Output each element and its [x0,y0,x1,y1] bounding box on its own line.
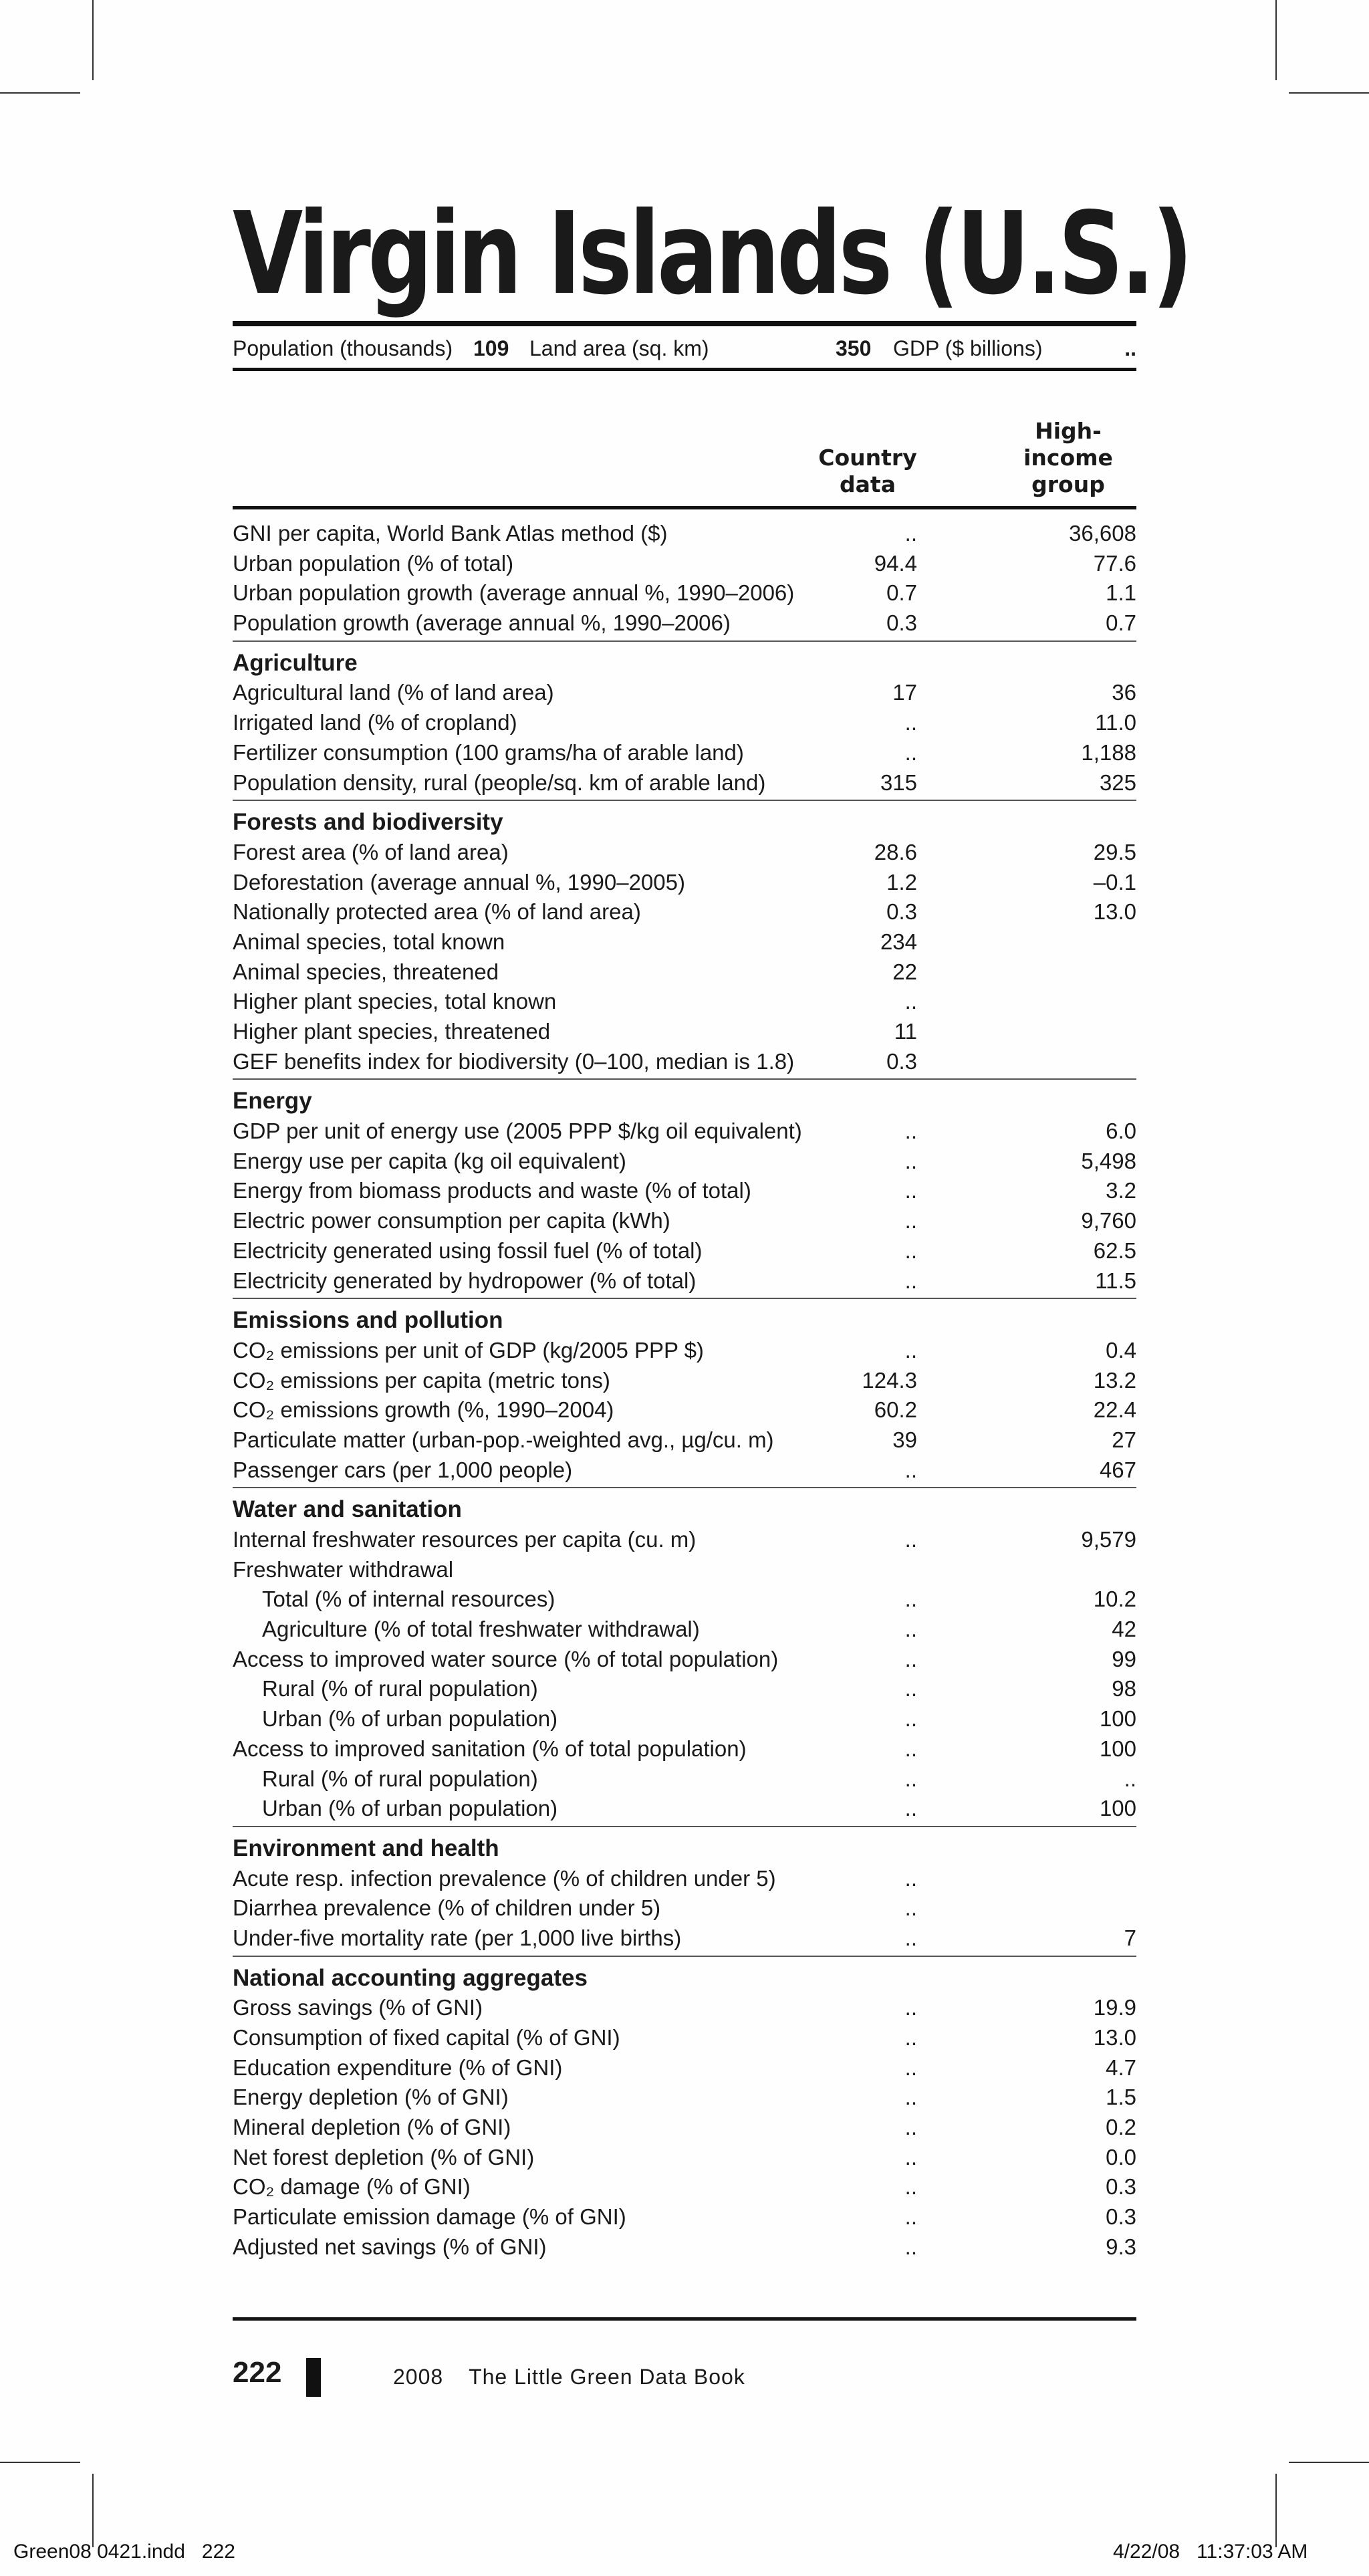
crop-mark [0,92,80,94]
table-row [233,1047,1136,1077]
table-row [233,2232,1136,2262]
country-value: 94.4 [874,550,917,576]
country-value: .. [904,1337,917,1363]
crop-mark [1289,92,1369,94]
group-value: 4.7 [1106,2055,1136,2080]
crop-mark [92,0,94,80]
country-value: 315 [880,770,917,795]
group-value: 98 [1112,1676,1136,1702]
group-value: 0.2 [1106,2115,1136,2140]
table-row [233,1117,1136,1147]
table-row [233,987,1136,1017]
table-row [233,519,1136,549]
country-value: .. [904,2174,917,2200]
row-label: Energy depletion (% of GNI) [233,2085,509,2110]
table-row [233,1585,1136,1615]
row-label: Access to improved sanitation (% of total population) [233,1736,747,1761]
country-value: .. [904,1676,917,1702]
row-label: CO₂ emissions per unit of GDP (kg/2005 PPP $) [233,1337,704,1363]
row-label: Deforestation (average annual %, 1990–2005) [233,869,685,895]
group-value: 0.4 [1106,1337,1136,1363]
country-value: .. [904,1268,917,1293]
country-value: .. [904,2055,917,2080]
section-heading: National accounting aggregates [233,1964,588,1991]
footer-title [393,2365,745,2389]
country-value: .. [904,1925,917,1950]
table-row [233,1266,1136,1296]
land-area-value: 350 [836,336,872,360]
column-header-group-line: group [1031,471,1105,497]
table-row [233,578,1136,608]
group-value: 325 [1099,770,1136,795]
country-value: .. [904,1527,917,1552]
group-value: 5,498 [1081,1148,1136,1173]
group-value: 1.5 [1106,2085,1136,2110]
row-label: Nationally protected area (% of land area) [233,899,641,925]
land-area-label: Land area (sq. km) [529,336,709,360]
country-value: .. [904,1865,917,1891]
row-label: Passenger cars (per 1,000 people) [233,1457,573,1482]
table-row [233,1336,1136,1366]
table-row [233,2053,1136,2083]
table-row [233,708,1136,738]
group-value: 1,188 [1081,739,1136,765]
group-value: 3.2 [1106,1178,1136,1203]
group-value: 0.7 [1106,610,1136,636]
country-value: .. [904,521,917,546]
country-value: .. [904,1646,917,1671]
section-divider [233,1487,1136,1488]
country-value: .. [904,1119,917,1144]
group-value: 36,608 [1069,521,1136,546]
country-value: .. [904,2085,917,2110]
row-label: Education expenditure (% of GNI) [233,2055,563,2080]
crop-mark [1289,2462,1369,2463]
page-number-bar [306,2358,321,2397]
row-label: Under-five mortality rate (per 1,000 live births) [233,1925,682,1950]
table-row [233,1764,1136,1794]
row-label: Urban (% of urban population) [262,1706,558,1732]
section-divider [233,640,1136,642]
country-value: 17 [892,680,917,705]
row-label: Agricultural land (% of land area) [233,680,554,705]
country-value: .. [904,739,917,765]
row-label: Mineral depletion (% of GNI) [233,2115,511,2140]
row-label: Energy from biomass products and waste (% of total) [233,1178,751,1203]
group-value: 99 [1112,1646,1136,1671]
table-row [233,1794,1136,1824]
group-value: 29.5 [1093,839,1136,864]
group-value: 9,760 [1081,1208,1136,1234]
slug-right: 4/22/08 11:37:03 AM [1113,2541,1308,2563]
table-row [233,1864,1136,1894]
population-label: Population (thousands) [233,336,453,360]
country-value: .. [904,1736,917,1761]
group-value: 11.0 [1095,710,1136,735]
row-label: CO₂ damage (% of GNI) [233,2174,471,2200]
group-value: 9.3 [1106,2234,1136,2259]
row-label: Rural (% of rural population) [262,1766,538,1791]
group-value: 11.5 [1095,1268,1136,1293]
table-row [233,838,1136,868]
indicator-table [233,519,1136,2262]
row-label: Total (% of internal resources) [262,1587,555,1612]
table-row [233,2172,1136,2202]
table-row [233,678,1136,708]
row-label: Freshwater withdrawal [233,1556,454,1582]
section-heading: Environment and health [233,1835,499,1861]
country-value: .. [904,1178,917,1203]
table-row [233,1674,1136,1704]
group-value: 100 [1099,1736,1136,1761]
row-label: Animal species, total known [233,929,505,954]
country-value: .. [904,2115,917,2140]
row-label: Agriculture (% of total freshwater withdrawal) [262,1617,700,1642]
table-row [233,608,1136,638]
table-bottom-rule [233,2317,1136,2321]
table-row [233,1555,1136,1585]
table-row [233,1236,1136,1266]
header-rule [233,506,1136,509]
group-value: 13.0 [1093,2025,1136,2050]
footer-year: 2008 [393,2365,444,2389]
country-value: .. [904,2025,917,2050]
row-label: Particulate emission damage (% of GNI) [233,2204,626,2230]
country-value: 39 [892,1427,917,1452]
table-row [233,1206,1136,1236]
crop-mark [0,2462,80,2463]
row-label: Particulate matter (urban-pop.-weighted avg., µg/cu. m) [233,1427,774,1452]
group-value: 0.3 [1106,2204,1136,2230]
crop-mark [92,2474,94,2547]
column-header-group-line: income [1023,445,1113,471]
column-header-country-line: Country [818,445,917,471]
table-row [233,868,1136,898]
row-label: Higher plant species, total known [233,989,557,1014]
row-label: Urban (% of urban population) [262,1796,558,1821]
row-label: GDP per unit of energy use (2005 PPP $/kg oil equivalent) [233,1119,802,1144]
table-row [233,738,1136,768]
row-label: Population density, rural (people/sq. km of arable land) [233,770,766,795]
group-value: 62.5 [1093,1238,1136,1263]
table-row [233,2023,1136,2053]
crop-mark [1275,2474,1277,2547]
country-value: 11 [894,1019,917,1044]
country-value: .. [904,2204,917,2230]
table-row [233,957,1136,987]
column-header-group-line: High- [1035,418,1102,444]
row-label: GNI per capita, World Bank Atlas method ($) [233,521,668,546]
group-value: 42 [1112,1617,1136,1642]
group-value: 0.3 [1106,2174,1136,2200]
country-value: .. [904,1895,917,1921]
section-heading: Forests and biodiversity [233,809,503,836]
section-divider [233,800,1136,801]
table-row [233,1923,1136,1954]
group-value: 467 [1099,1457,1136,1482]
row-label: Diarrhea prevalence (% of children under 5) [233,1895,661,1921]
column-header-country [801,445,935,498]
footer-book-title: The Little Green Data Book [469,2365,745,2389]
population-value: 109 [473,336,509,360]
row-label: Consumption of fixed capital (% of GNI) [233,2025,620,2050]
section-divider [233,1078,1136,1080]
country-value: 22 [892,959,917,984]
title-rule [233,321,1136,326]
section-divider [233,1956,1136,1957]
country-value: .. [904,2144,917,2170]
group-value: 77.6 [1093,550,1136,576]
row-label: Electric power consumption per capita (kWh) [233,1208,670,1234]
table-row [233,1017,1136,1047]
table-row [233,768,1136,798]
table-row [233,1645,1136,1675]
section-heading: Emissions and pollution [233,1307,503,1334]
country-value: .. [904,1796,917,1821]
crop-mark [1275,0,1277,80]
summary-bar [233,331,1136,366]
group-value: –0.1 [1093,869,1136,895]
row-label: Irrigated land (% of cropland) [233,710,517,735]
row-label: Higher plant species, threatened [233,1019,551,1044]
country-value: .. [904,1766,917,1791]
table-row [233,1704,1136,1734]
country-value: .. [904,1238,917,1263]
country-value: 0.3 [886,1048,917,1074]
table-row [233,2083,1136,2113]
row-label: Forest area (% of land area) [233,839,509,864]
table-row [233,2113,1136,2143]
table-row [233,1615,1136,1645]
column-header-group [1001,418,1135,498]
country-value: .. [904,2234,917,2259]
group-value: 10.2 [1093,1587,1136,1612]
row-label: CO₂ emissions growth (%, 1990–2004) [233,1397,614,1423]
table-row [233,1176,1136,1206]
gdp-label: GDP ($ billions) [893,336,1043,360]
row-label: Animal species, threatened [233,959,499,984]
section-heading: Water and sanitation [233,1496,462,1523]
table-row [233,1893,1136,1923]
table-row [233,897,1136,927]
row-label: GEF benefits index for biodiversity (0–100, median is 1.8) [233,1048,795,1074]
table-row [233,927,1136,957]
country-value: 0.7 [886,580,917,606]
section-heading: Agriculture [233,649,358,676]
country-value: .. [904,1587,917,1612]
table-row [233,2143,1136,2173]
summary-rule [233,368,1136,371]
country-value: .. [904,1457,917,1482]
table-row [233,1147,1136,1177]
country-value: .. [904,1706,917,1732]
country-value: .. [904,710,917,735]
row-label: Electricity generated using fossil fuel (% of total) [233,1238,703,1263]
group-value: 13.2 [1093,1367,1136,1393]
row-label: Access to improved water source (% of total population) [233,1646,779,1671]
group-value: 19.9 [1093,1995,1136,2020]
row-label: Electricity generated by hydropower (% of total) [233,1268,697,1293]
table-row [233,1425,1136,1455]
country-value: .. [904,1208,917,1234]
row-label: Adjusted net savings (% of GNI) [233,2234,547,2259]
row-label: Rural (% of rural population) [262,1676,538,1702]
group-value: 6.0 [1106,1119,1136,1144]
group-value: 0.0 [1106,2144,1136,2170]
row-label: Fertilizer consumption (100 grams/ha of arable land) [233,739,744,765]
row-label: Energy use per capita (kg oil equivalent) [233,1148,626,1173]
group-value: .. [1124,1766,1136,1791]
group-value: 100 [1099,1796,1136,1821]
row-label: Urban population growth (average annual %, 1990–2006) [233,580,795,606]
group-value: 1.1 [1106,580,1136,606]
gdp-value: .. [1124,336,1136,360]
section-divider [233,1298,1136,1299]
row-label: Acute resp. infection prevalence (% of children under 5) [233,1865,776,1891]
group-value: 36 [1112,680,1136,705]
country-value: 234 [880,929,917,954]
group-value: 27 [1112,1427,1136,1452]
row-label: Population growth (average annual %, 1990–2006) [233,610,731,636]
country-value: 28.6 [874,839,917,864]
row-label: Urban population (% of total) [233,550,514,576]
row-label: Net forest depletion (% of GNI) [233,2144,535,2170]
country-value: 60.2 [874,1397,917,1423]
section-divider [233,1826,1136,1827]
page-title: Virgin Islands (U.S.) [233,188,1191,320]
group-value: 7 [1124,1925,1136,1950]
row-label: CO₂ emissions per capita (metric tons) [233,1367,610,1393]
row-label: Gross savings (% of GNI) [233,1995,483,2020]
country-value: 1.2 [886,869,917,895]
table-row [233,1455,1136,1486]
group-value: 22.4 [1093,1397,1136,1423]
row-label: Internal freshwater resources per capita (cu. m) [233,1527,697,1552]
table-row [233,1395,1136,1425]
table-row [233,549,1136,579]
country-value: 0.3 [886,899,917,925]
group-value: 9,579 [1081,1527,1136,1552]
table-row [233,1366,1136,1396]
country-value: 0.3 [886,610,917,636]
country-value: .. [904,1617,917,1642]
table-row [233,1993,1136,2023]
country-value: .. [904,989,917,1014]
slug-left: Green08 0421.indd 222 [13,2541,235,2563]
group-value: 100 [1099,1706,1136,1732]
column-header-country-line: data [840,471,896,497]
section-heading: Energy [233,1088,312,1115]
table-row [233,1734,1136,1764]
page-number: 222 [233,2356,282,2389]
country-value: .. [904,1148,917,1173]
table-row [233,1525,1136,1555]
table-row [233,2202,1136,2232]
country-value: 124.3 [862,1367,917,1393]
group-value: 13.0 [1093,899,1136,925]
country-value: .. [904,1995,917,2020]
